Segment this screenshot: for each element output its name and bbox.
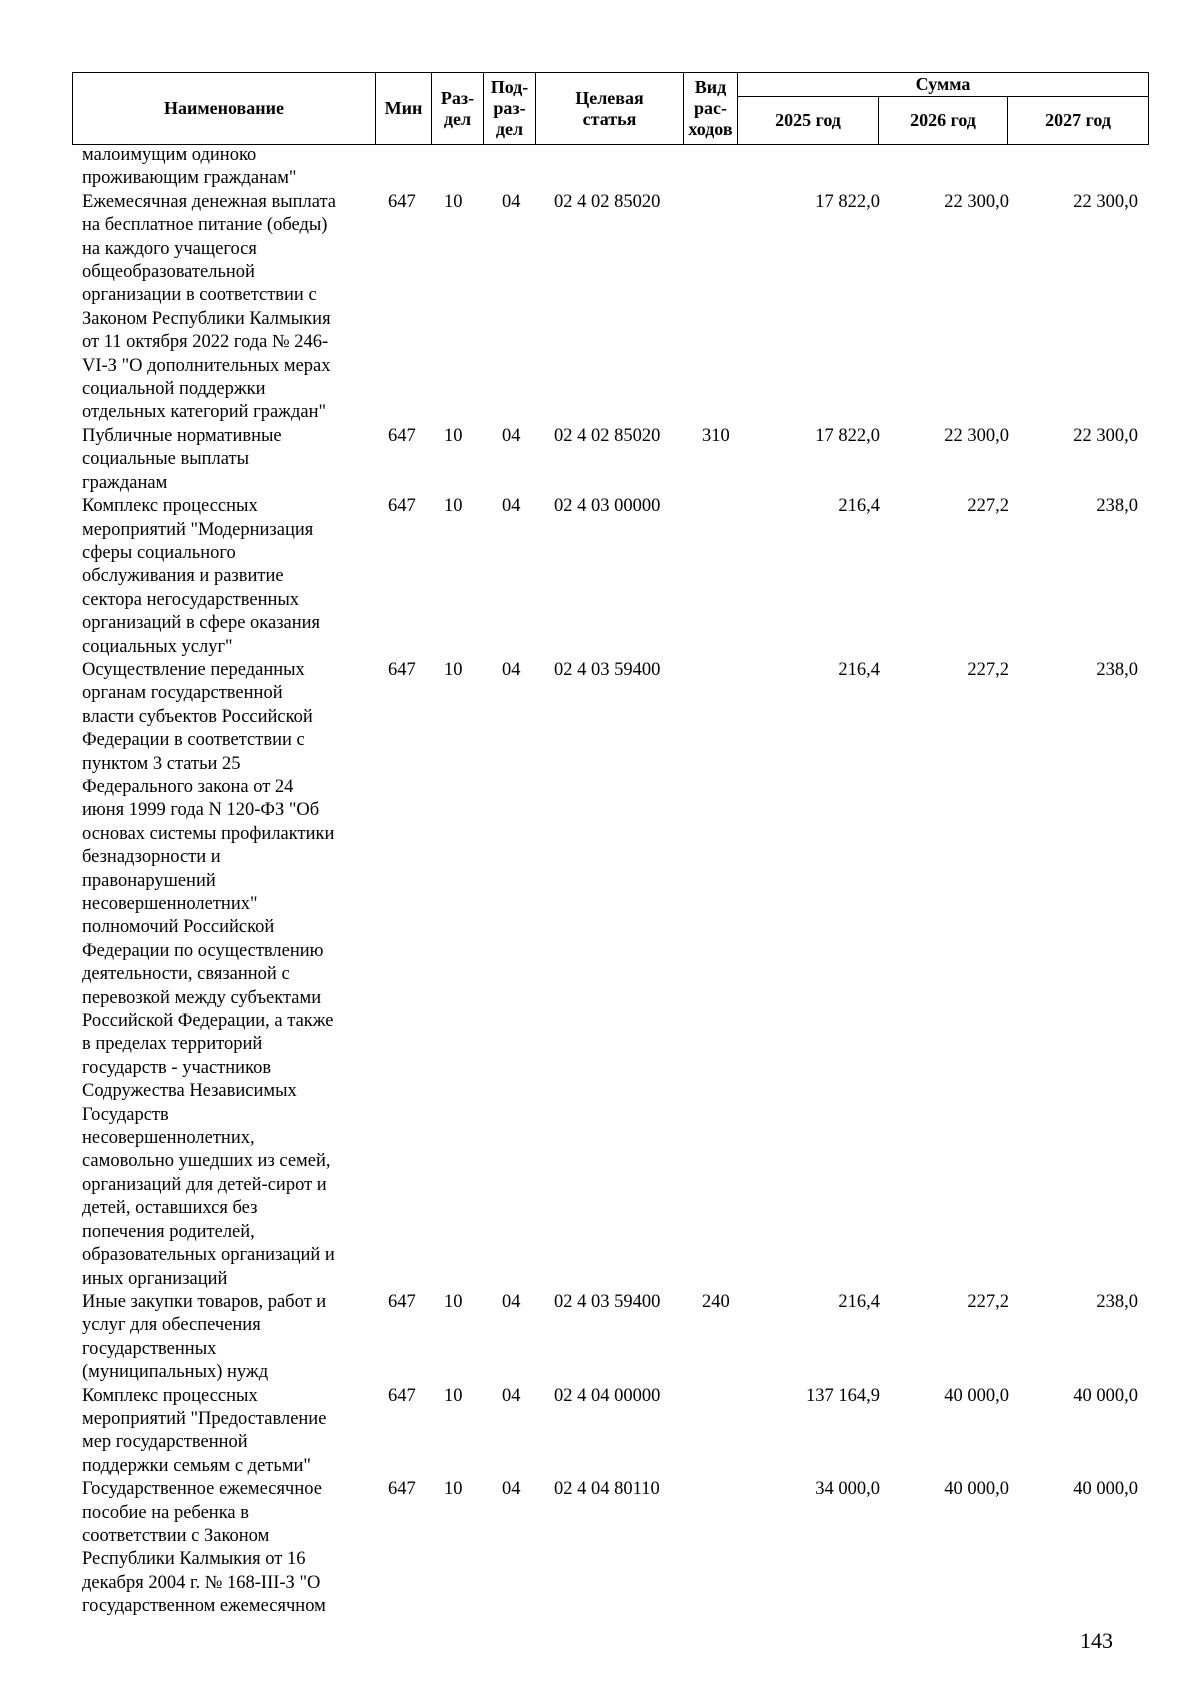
row-2027: 22 300,0 bbox=[1073, 425, 1138, 446]
row-razdel: 10 bbox=[444, 496, 463, 517]
table-header bbox=[72, 72, 1149, 145]
table-row bbox=[72, 425, 1148, 495]
header-podrazdel: Под- раз- дел bbox=[484, 73, 536, 145]
row-min: 647 bbox=[388, 1479, 416, 1500]
row-name: Осуществление переданных органам государственной власти субъектов Российской Федерации в соответствии с пунктом 3 статьи 25 Федерального закона от 24 июня 1999 года N 120-ФЗ "Об основах системы профилактики безнадзорности и правонарушений несовершеннолетних" полномочий Российской Федерации по осуществлению деятельности, связанной с перевозкой между субъектами Российской Федерации, а также в пределах территорий государств - участников Содружества Независимых Государств несовершеннолетних, самовольно ушедших из семей, организаций для детей-сирот и детей, оставшихся без попечения родителей, образовательных организаций и иных организаций bbox=[82, 659, 335, 1289]
header-celevaya: Целевая статья bbox=[536, 73, 684, 145]
row-min: 647 bbox=[388, 1291, 416, 1312]
row-celevaya: 02 4 02 85020 bbox=[554, 425, 661, 446]
row-2026: 22 300,0 bbox=[944, 191, 1009, 212]
table-row bbox=[72, 1478, 1148, 1618]
row-name: Иные закупки товаров, работ и услуг для обеспечения государственных (муниципальных) нужд bbox=[82, 1291, 327, 1383]
row-2026: 22 300,0 bbox=[944, 425, 1009, 446]
header-2025: 2025 год bbox=[738, 97, 879, 145]
table-row bbox=[72, 1385, 1148, 1479]
row-podrazdel: 04 bbox=[502, 496, 521, 517]
row-name: Ежемесячная денежная выплата на бесплатное питание (обеды) на каждого учащегося общеобразовательной организации в соответствии с Законом Республики Калмыкия от 11 октября 2022 года № 246- VI-З "О дополнительных мерах социальной поддержки отдельных категорий граждан" bbox=[82, 191, 337, 423]
row-podrazdel: 04 bbox=[502, 1479, 521, 1500]
row-celevaya: 02 4 04 80110 bbox=[554, 1479, 660, 1500]
row-min: 647 bbox=[388, 425, 416, 446]
row-name: Публичные нормативные социальные выплаты гражданам bbox=[82, 425, 282, 493]
row-celevaya: 02 4 03 00000 bbox=[554, 496, 661, 517]
row-razdel: 10 bbox=[444, 191, 463, 212]
table-row bbox=[72, 1291, 1148, 1385]
row-podrazdel: 04 bbox=[502, 1385, 521, 1406]
row-celevaya: 02 4 04 00000 bbox=[554, 1385, 661, 1406]
row-min: 647 bbox=[388, 1385, 416, 1406]
header-name: Наименование bbox=[73, 73, 376, 145]
header-2027: 2027 год bbox=[1008, 97, 1149, 145]
header-razdel: Раз- дел bbox=[432, 73, 484, 145]
row-2027: 22 300,0 bbox=[1073, 191, 1138, 212]
row-2025: 34 000,0 bbox=[815, 1479, 880, 1500]
row-2027: 238,0 bbox=[1096, 659, 1138, 680]
row-min: 647 bbox=[388, 659, 416, 680]
row-razdel: 10 bbox=[444, 1291, 463, 1312]
row-podrazdel: 04 bbox=[502, 659, 521, 680]
table-row bbox=[72, 191, 1148, 425]
row-2025: 17 822,0 bbox=[815, 425, 880, 446]
row-podrazdel: 04 bbox=[502, 1291, 521, 1312]
row-vid: 240 bbox=[702, 1291, 730, 1312]
row-2027: 40 000,0 bbox=[1073, 1479, 1138, 1500]
row-razdel: 10 bbox=[444, 659, 463, 680]
row-celevaya: 02 4 02 85020 bbox=[554, 191, 661, 212]
row-2025: 216,4 bbox=[838, 659, 880, 680]
row-name: малоимущим одиноко проживающим гражданам" bbox=[82, 145, 297, 189]
row-min: 647 bbox=[388, 496, 416, 517]
row-2026: 227,2 bbox=[967, 1291, 1009, 1312]
header-summa: Сумма bbox=[738, 73, 1149, 97]
row-2025: 216,4 bbox=[838, 496, 880, 517]
row-name: Государственное ежемесячное пособие на ребенка в соответствии с Законом Республики Калмыкия от 16 декабря 2004 г. № 168-III-З "О государственном ежемесячном bbox=[82, 1479, 326, 1617]
row-2025: 216,4 bbox=[838, 1291, 880, 1312]
header-min: Мин bbox=[376, 73, 432, 145]
row-2027: 238,0 bbox=[1096, 1291, 1138, 1312]
page-number: 143 bbox=[1080, 1628, 1113, 1653]
header-2026: 2026 год bbox=[879, 97, 1008, 145]
row-2027: 40 000,0 bbox=[1073, 1385, 1138, 1406]
row-min: 647 bbox=[388, 191, 416, 212]
row-2027: 238,0 bbox=[1096, 496, 1138, 517]
header-vid: Вид рас- ходов bbox=[684, 73, 738, 145]
table-row bbox=[72, 659, 1148, 1291]
row-2026: 227,2 bbox=[967, 496, 1009, 517]
table-row bbox=[72, 495, 1148, 659]
row-2026: 227,2 bbox=[967, 659, 1009, 680]
row-name: Комплекс процессных мероприятий "Модернизация сферы социального обслуживания и развитие сектора негосударственных организаций в сфере оказания социальных услуг" bbox=[82, 496, 321, 657]
row-vid: 310 bbox=[702, 425, 730, 446]
row-celevaya: 02 4 03 59400 bbox=[554, 1291, 661, 1312]
row-celevaya: 02 4 03 59400 bbox=[554, 659, 661, 680]
row-2025: 137 164,9 bbox=[806, 1385, 880, 1406]
row-name: Комплекс процессных мероприятий "Предоставление мер государственной поддержки семьям с детьми" bbox=[82, 1385, 327, 1476]
row-podrazdel: 04 bbox=[502, 191, 521, 212]
table-body bbox=[72, 144, 1148, 1619]
row-2026: 40 000,0 bbox=[944, 1385, 1009, 1406]
row-razdel: 10 bbox=[444, 425, 463, 446]
row-razdel: 10 bbox=[444, 1479, 463, 1500]
table-row bbox=[72, 144, 1148, 191]
row-2026: 40 000,0 bbox=[944, 1479, 1009, 1500]
row-razdel: 10 bbox=[444, 1385, 463, 1406]
row-2025: 17 822,0 bbox=[815, 191, 880, 212]
row-podrazdel: 04 bbox=[502, 425, 521, 446]
